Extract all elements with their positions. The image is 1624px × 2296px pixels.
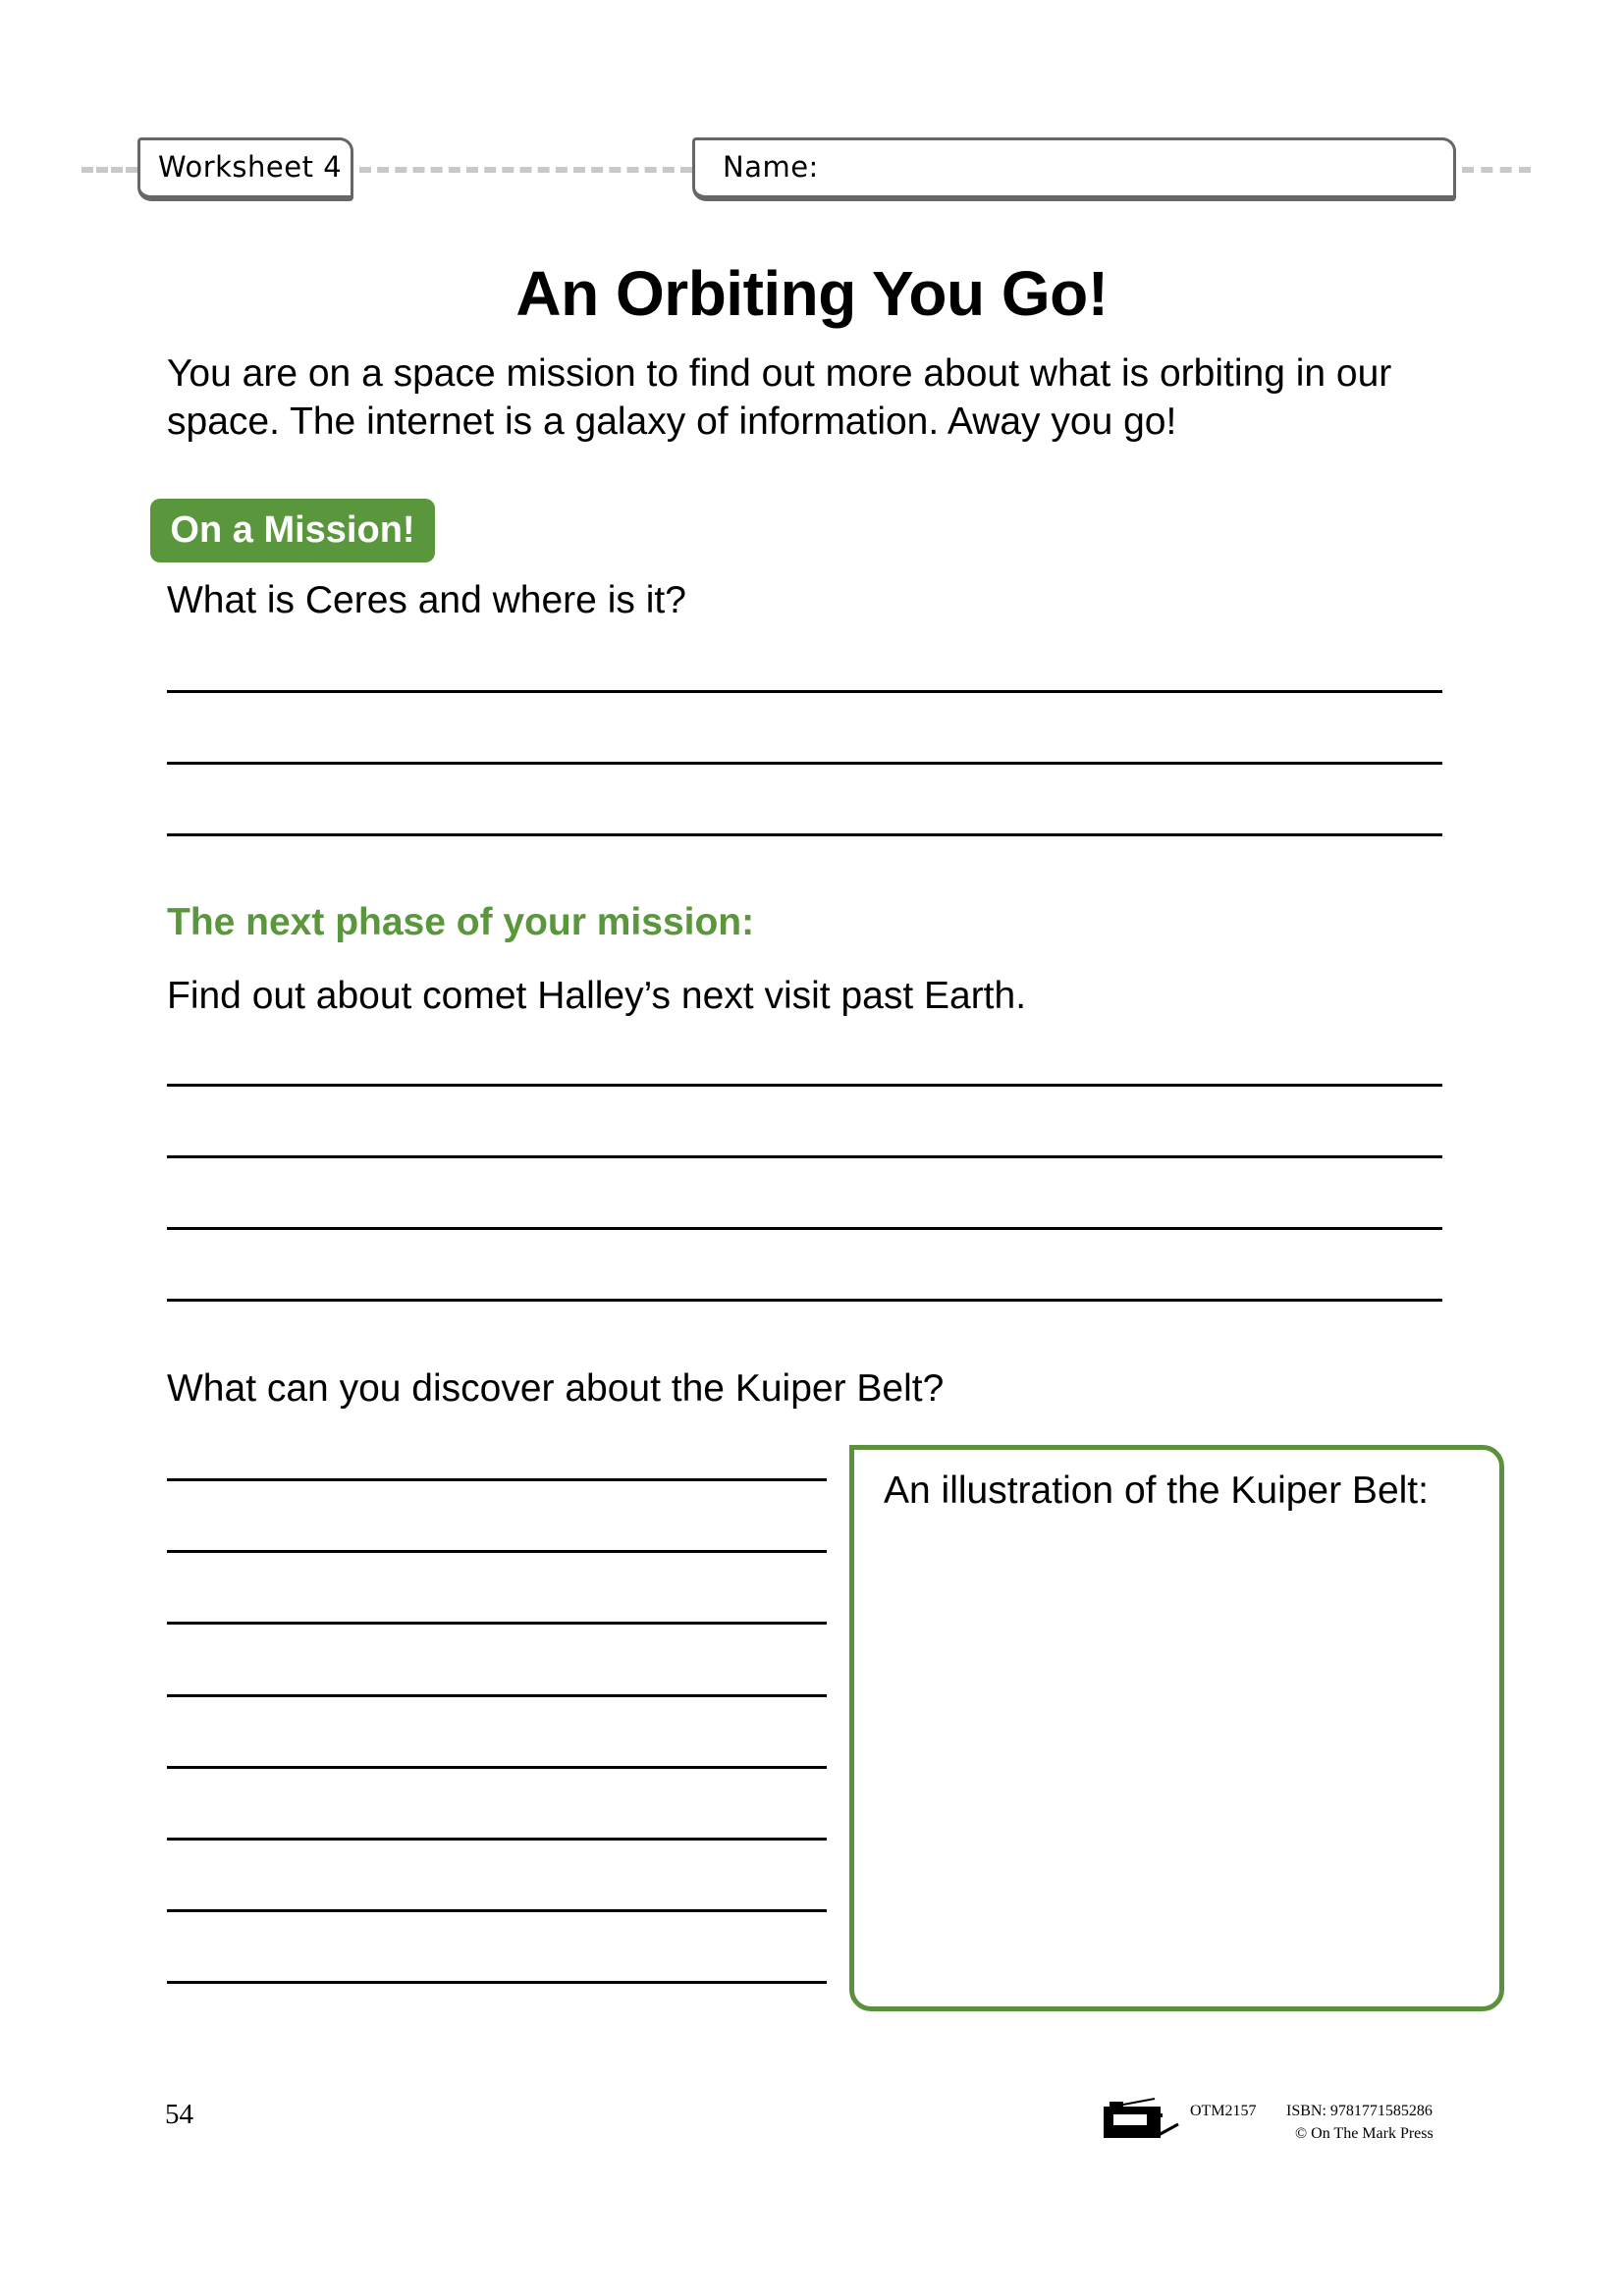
answer-line[interactable] — [167, 833, 1442, 836]
intro-text: You are on a space mission to find out more about what is orbiting in our space. The internet is a galaxy of information. Away you go! — [167, 352, 1392, 443]
answer-line[interactable] — [167, 1299, 1442, 1302]
worksheet-label: Worksheet 4 — [158, 150, 343, 184]
page-number: 54 — [165, 2099, 193, 2130]
answer-line[interactable] — [167, 762, 1442, 765]
question-ceres: What is Ceres and where is it? — [167, 579, 686, 621]
answer-line[interactable] — [167, 1909, 827, 1912]
header-dashes-middle — [359, 167, 692, 173]
isbn: ISBN: 9781771585286 — [1286, 2103, 1433, 2119]
page-title: An Orbiting You Go! — [515, 258, 1109, 329]
copyright: © On The Mark Press — [1295, 2125, 1434, 2142]
question-kuiper: What can you discover about the Kuiper Belt? — [167, 1367, 945, 1410]
illustration-box[interactable] — [849, 1445, 1504, 2011]
answer-line[interactable] — [167, 1550, 827, 1553]
answer-line[interactable] — [167, 1478, 827, 1481]
question-halley: Find out about comet Halley’s next visit past Earth. — [167, 975, 1027, 1017]
header-dashes-right — [1462, 167, 1531, 173]
answer-line[interactable] — [167, 1084, 1442, 1087]
header-dashes-left — [81, 167, 137, 173]
answer-line[interactable] — [167, 1227, 1442, 1230]
copier-icon — [1102, 2097, 1182, 2144]
name-label: Name: — [723, 150, 819, 184]
answer-line[interactable] — [167, 1622, 827, 1625]
product-code: OTM2157 — [1190, 2103, 1257, 2119]
illustration-box-label: An illustration of the Kuiper Belt: — [884, 1469, 1429, 1512]
next-phase-heading: The next phase of your mission: — [167, 901, 755, 943]
worksheet-label-box — [137, 137, 353, 201]
answer-line[interactable] — [167, 1766, 827, 1769]
answer-line[interactable] — [167, 1694, 827, 1697]
answer-line[interactable] — [167, 690, 1442, 693]
answer-line[interactable] — [167, 1838, 827, 1841]
answer-line[interactable] — [167, 1981, 827, 1984]
name-field[interactable] — [692, 137, 1456, 201]
answer-line[interactable] — [167, 1155, 1442, 1158]
mission-badge: On a Mission! — [150, 499, 435, 562]
